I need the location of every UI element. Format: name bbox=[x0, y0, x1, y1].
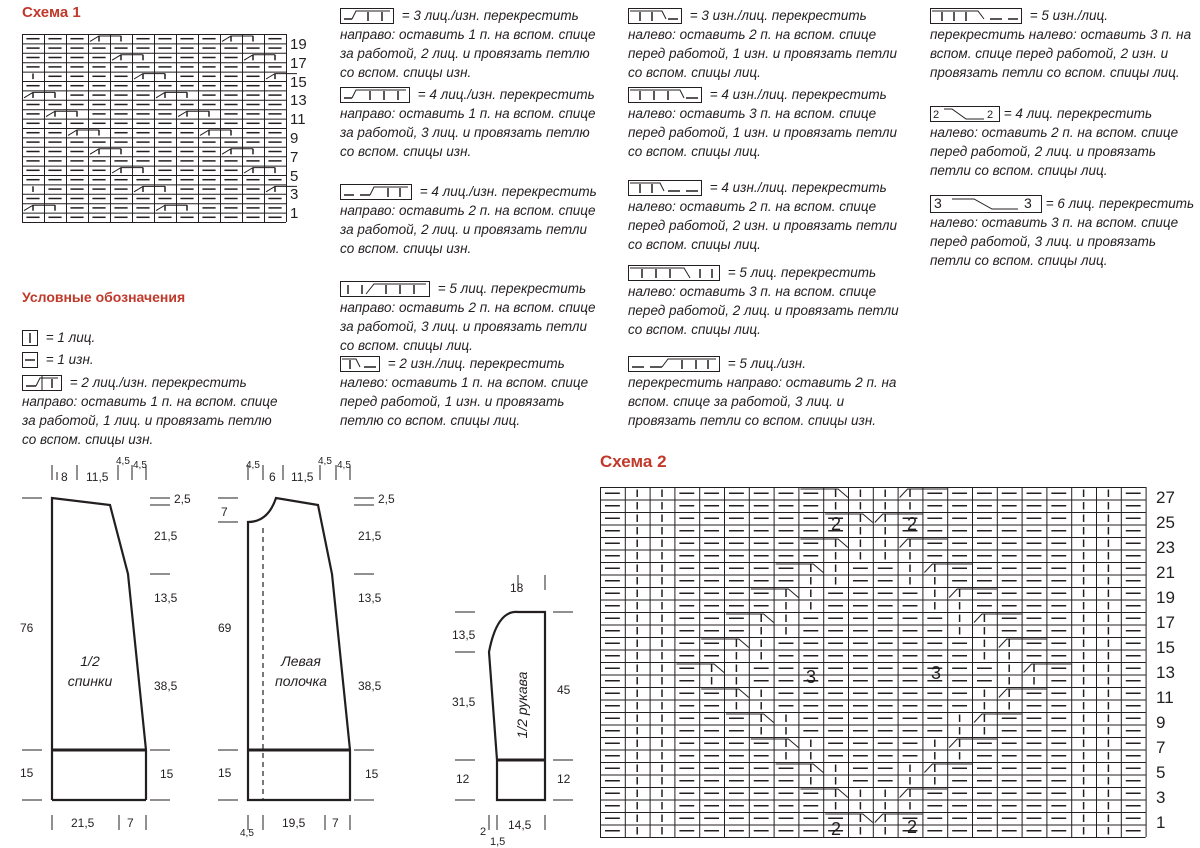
back-dim-right-d: 38,5 bbox=[154, 679, 178, 693]
legend-title: Условные обозначения bbox=[22, 289, 186, 305]
front-label-line2: полочка bbox=[275, 673, 327, 689]
front-dim-bottom-a: 4,5 bbox=[240, 828, 254, 839]
legend-4li2-text: = 4 лиц./изн. перекрестить направо: оставить 2 п. на вспом. спице за работой, 2 лиц. и провязать петли со вспом. спицы изн. bbox=[340, 184, 597, 256]
scheme1-title: Схема 1 bbox=[22, 4, 81, 21]
back-dim-bottom-a: 21,5 bbox=[71, 816, 95, 830]
cross-5-left-purl-icon bbox=[930, 8, 1022, 24]
legend-4li-text: = 4 лиц./изн. перекрестить направо: оставить 1 п. на вспом. спице за работой, 3 лиц. и провязать петлю со вспом. спицы изн. bbox=[340, 87, 596, 159]
scheme2-cable-label: 3 bbox=[806, 667, 817, 687]
back-label-line1: 1/2 bbox=[80, 653, 100, 669]
legend-purl-text: = 1 изн. bbox=[45, 352, 94, 367]
sleeve-dim-right-a: 45 bbox=[557, 683, 571, 697]
back-label-line2: спинки bbox=[67, 673, 113, 689]
scheme1-row-number: 5 bbox=[290, 167, 299, 185]
scheme2-row-number: 23 bbox=[1156, 538, 1175, 557]
back-dim-left-total: 76 bbox=[20, 621, 34, 635]
scheme2-row-number: 21 bbox=[1156, 563, 1175, 582]
back-dim-right-e: 15 bbox=[160, 767, 174, 781]
back-dim-left-bottom: 15 bbox=[20, 766, 34, 780]
front-dim-left-a: 7 bbox=[221, 505, 228, 519]
scheme2-cable-label: 2 bbox=[831, 819, 842, 839]
legend-5li bbox=[628, 354, 900, 430]
cross-4-left-icon bbox=[628, 87, 702, 103]
cross-5-left-icon bbox=[628, 265, 720, 281]
sleeve-dim-bottom-b: 14,5 bbox=[508, 818, 532, 832]
scheme1-row-number: 17 bbox=[290, 54, 307, 72]
front-dim-top-b: 6 bbox=[269, 470, 276, 484]
legend-2il-text: = 2 изн./лиц. перекрестить налево: оставить 1 п. на вспом. спице перед работой, 1 изн. и провязать петлю со вспом. спицы лиц. bbox=[340, 356, 589, 428]
scheme1-row-number: 19 bbox=[290, 36, 307, 53]
front-dim-top-d: 4,5 bbox=[318, 456, 332, 467]
cross-4-left-2-icon bbox=[628, 180, 702, 196]
legend-3li-text: = 3 лиц./изн. перекрестить направо: оставить 1 п. на вспом. спице за работой, 2 лиц. и провязать петлю со вспом. спицы изн. bbox=[340, 8, 596, 80]
legend-4ll bbox=[930, 104, 1198, 180]
legend-3il-text: = 3 изн./лиц. перекрестить налево: оставить 2 п. на вспом. спице перед работой, 1 изн. и провязать петли со вспом. спицы лиц. bbox=[628, 8, 897, 80]
sleeve-dim-right-b: 12 bbox=[557, 772, 571, 786]
legend-6ll bbox=[930, 194, 1198, 270]
front-dim-right-c: 13,5 bbox=[358, 591, 382, 605]
back-dim-top-b: 11,5 bbox=[86, 470, 109, 484]
scheme2-row-number: 11 bbox=[1156, 688, 1174, 707]
front-dim-right-d: 38,5 bbox=[358, 679, 382, 693]
scheme2-row-number: 15 bbox=[1156, 638, 1175, 657]
sleeve-dim-left-b: 31,5 bbox=[452, 695, 476, 709]
legend-4il bbox=[628, 85, 900, 161]
scheme2-row-number: 7 bbox=[1156, 738, 1166, 757]
scheme2-row-number: 1 bbox=[1156, 813, 1166, 832]
scheme2-cable-label: 3 bbox=[931, 663, 942, 683]
front-dim-right-a: 2,5 bbox=[378, 492, 395, 506]
legend-3il bbox=[628, 6, 900, 82]
front-dim-right-e: 15 bbox=[365, 767, 379, 781]
cross-3-left-icon bbox=[628, 8, 682, 24]
scheme2-row-number: 27 bbox=[1156, 488, 1175, 507]
scheme2-row-number: 19 bbox=[1156, 588, 1175, 607]
legend-5l-text: = 5 лиц. перекрестить направо: оставить 2 п. на вспом. спице за работой, 3 лиц. и провязать петли со вспом. спицы лиц. bbox=[340, 281, 596, 353]
front-dim-bottom-b: 19,5 bbox=[282, 816, 306, 830]
scheme2-row-number: 9 bbox=[1156, 713, 1166, 732]
back-dim-right-c: 13,5 bbox=[154, 591, 178, 605]
scheme2-title: Схема 2 bbox=[600, 452, 667, 471]
legend-c2r-text: = 2 лиц./изн. перекрестить направо: оставить 1 п. на вспом. спице за работой, 1 лиц. и провязать петлю со вспом. спицы изн. bbox=[22, 375, 278, 447]
sleeve-dim-left-c: 12 bbox=[456, 772, 470, 786]
legend-5il-text: = 5 изн./лиц. перекрестить налево: оставить 3 п. на вспом. спице перед работой, 2 изн. и провязать петли со вспом. спицы лиц. bbox=[930, 8, 1192, 80]
scheme1-row-number: 9 bbox=[290, 130, 299, 147]
legend-knit-text: = 1 лиц. bbox=[45, 330, 96, 345]
legend-4ll-num-a: 2 bbox=[933, 109, 940, 122]
sleeve-dim-bottom-a: 2 bbox=[480, 826, 487, 838]
scheme2-cable-label: 2 bbox=[907, 514, 918, 534]
legend-4il-text: = 4 изн./лиц. перекрестить налево: оставить 3 п. на вспом. спице перед работой, 1 изн. и провязать петли со вспом. спицы лиц. bbox=[628, 87, 897, 159]
scheme2-row-number: 17 bbox=[1156, 613, 1175, 632]
front-dim-left-total: 69 bbox=[218, 621, 232, 635]
scheme1-row-number: 15 bbox=[290, 73, 307, 91]
front-dim-top-c: 11,5 bbox=[291, 470, 314, 484]
legend-6ll-text: = 6 лиц. перекрестить налево: оставить 3 п. на вспом. спице перед работой, 3 лиц. и провязать петли со вспом. спицы лиц. bbox=[930, 196, 1195, 269]
legend-5ll-text: = 5 лиц. перекрестить налево: оставить 3 п. на вспом. спице перед работой, 2 лиц. и провязать петли со вспом. спицы лиц. bbox=[628, 265, 899, 337]
back-dim-top-a: 8 bbox=[61, 470, 68, 484]
sleeve-dim-top: 18 bbox=[510, 581, 524, 595]
sleeve-dim-left-a: 13,5 bbox=[452, 628, 476, 642]
scheme2-row-number: 25 bbox=[1156, 513, 1175, 532]
back-dim-right-a: 2,5 bbox=[174, 492, 191, 506]
legend-5ll bbox=[628, 263, 900, 339]
legend-4ll-text: = 4 лиц. перекрестить налево: оставить 2 п. на вспом. спице перед работой, 2 лиц. и провязать петли со вспом. спицы лиц. bbox=[930, 106, 1179, 178]
scheme1-row-number: 13 bbox=[290, 92, 307, 110]
legend-4ll-num-b: 2 bbox=[987, 109, 994, 122]
scheme1-row-number: 3 bbox=[290, 186, 299, 204]
legend-6ll-num-a: 3 bbox=[934, 195, 942, 212]
sleeve-label: 1/2 рукава bbox=[514, 671, 530, 739]
back-dim-bottom-b: 7 bbox=[127, 816, 134, 830]
front-dim-top-e: 4,5 bbox=[337, 460, 351, 471]
front-label-line1: Левая bbox=[281, 653, 321, 669]
cross-5-right-purl-icon bbox=[628, 356, 720, 372]
legend-4il2 bbox=[628, 178, 900, 254]
scheme2-cable-label: 2 bbox=[907, 817, 918, 837]
scheme1-row-number: 1 bbox=[290, 205, 299, 223]
scheme2-row-number: 5 bbox=[1156, 763, 1166, 782]
scheme2-grid bbox=[600, 487, 1150, 840]
scheme1-row-number: 7 bbox=[290, 148, 299, 166]
back-dim-right-b: 21,5 bbox=[154, 529, 178, 543]
scheme2-row-number: 3 bbox=[1156, 788, 1166, 807]
scheme2-row-number: 13 bbox=[1156, 663, 1175, 682]
front-dim-left-bottom: 15 bbox=[218, 766, 232, 780]
scheme2-cable-label: 2 bbox=[831, 514, 842, 534]
scheme1-row-number: 11 bbox=[290, 111, 306, 129]
front-dim-bottom-c: 7 bbox=[332, 816, 339, 830]
back-dim-top-c: 4,5 bbox=[116, 456, 130, 467]
front-dim-right-b: 21,5 bbox=[358, 529, 382, 543]
legend-6ll-num-b: 3 bbox=[1024, 195, 1032, 212]
sleeve-dim-bottom-c: 1,5 bbox=[490, 836, 506, 848]
legend-5li-text: = 5 лиц./изн. перекрестить направо: оставить 2 п. на вспом. спице за работой, 3 лиц. и провязать петли со вспом. спицы изн. bbox=[628, 356, 897, 428]
back-dim-top-d: 4,5 bbox=[133, 460, 147, 471]
front-dim-top-a: 4,5 bbox=[246, 460, 260, 471]
legend-5il bbox=[930, 6, 1198, 82]
legend-4il2-text: = 4 изн./лиц. перекрестить налево: оставить 2 п. на вспом. спице перед работой, 2 изн. и провязать петли со вспом. спицы лиц. bbox=[628, 180, 897, 252]
